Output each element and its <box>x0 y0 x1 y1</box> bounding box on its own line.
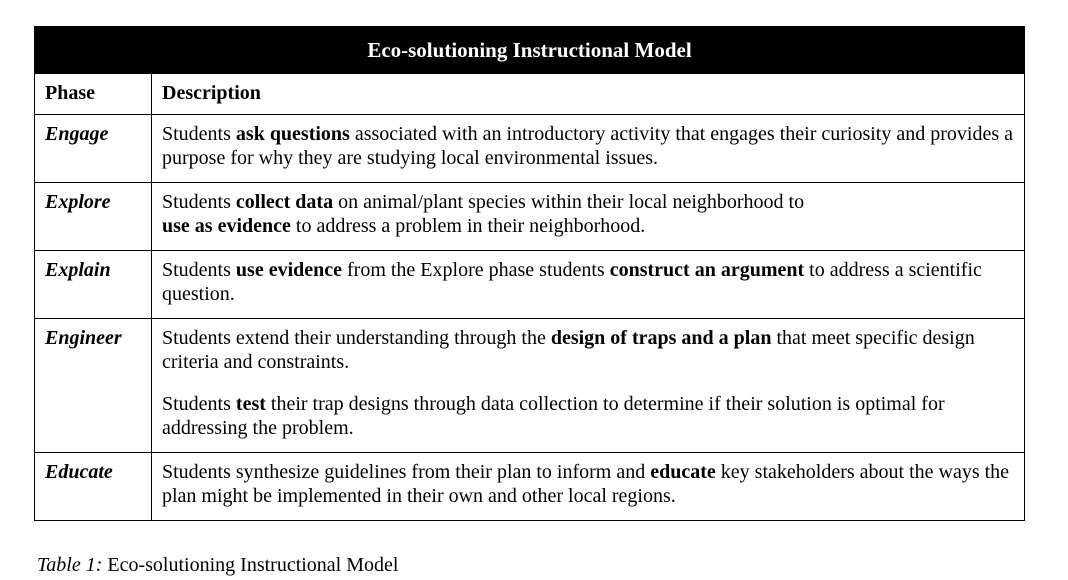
description-text: Students <box>162 259 236 281</box>
caption-text: Eco-solutioning Instructional Model <box>102 554 399 576</box>
emphasis-text: design of traps and a plan <box>550 327 772 349</box>
phase-cell: Explain <box>35 251 152 319</box>
caption-label: Table 1: <box>37 554 103 576</box>
table-row-educate <box>35 453 1025 521</box>
table-title: Eco-solutioning Instructional Model <box>35 27 1025 74</box>
description-cell <box>152 251 1025 319</box>
description-text: Students <box>162 191 236 213</box>
table-row-explain <box>35 251 1025 319</box>
emphasis-text: use evidence <box>235 259 342 281</box>
description-paragraph <box>162 259 982 305</box>
description-cell <box>152 453 1025 521</box>
emphasis-text: collect data <box>235 191 334 213</box>
description-text: key stakeholders about the ways the plan might be implemented in their own and other local regions. <box>162 461 1010 507</box>
phase-cell: Explore <box>35 183 152 251</box>
description-text: Students <box>162 393 236 415</box>
column-header-description: Description <box>152 74 1025 115</box>
description-paragraph <box>162 123 1013 169</box>
table-row-engage <box>35 115 1025 183</box>
description-text: Students synthesize guidelines from their plan to inform and <box>162 461 651 483</box>
instructional-model-table <box>34 26 1025 521</box>
instructional-model-table-wrapper <box>34 26 1024 521</box>
description-text: that meet specific design criteria and constraints. <box>162 327 975 373</box>
phase-cell: Engineer <box>35 319 152 453</box>
description-paragraph <box>162 461 1009 507</box>
description-text: their trap designs through data collection to determine if their solution is optimal for addressing the problem. <box>162 393 945 439</box>
description-text: on animal/plant species within their local neighborhood to <box>333 191 805 213</box>
description-cell <box>152 183 1025 251</box>
description-text: Students extend their understanding through the <box>162 327 551 349</box>
table-row-explore <box>35 183 1025 251</box>
emphasis-text: test <box>235 393 266 415</box>
emphasis-text: educate <box>650 461 716 483</box>
description-cell <box>152 319 1025 453</box>
description-paragraph <box>162 327 975 373</box>
description-text: Students <box>162 123 236 145</box>
emphasis-text: ask questions <box>235 123 350 145</box>
description-text: from the Explore phase students <box>342 259 610 281</box>
table-row-engineer <box>35 319 1025 453</box>
description-paragraph <box>162 191 804 237</box>
column-header-phase: Phase <box>35 74 152 115</box>
description-paragraph <box>162 392 1014 440</box>
table-title-row <box>35 27 1025 74</box>
description-text: associated with an introductory activity that engages their curiosity and provides a purpose for why they are studying local environmental issues. <box>162 123 1013 169</box>
description-text: to address a scientific question. <box>162 259 982 305</box>
table-caption <box>37 553 398 577</box>
table-header-row <box>35 74 1025 115</box>
description-text: to address a problem in their neighborhood. <box>290 215 646 237</box>
phase-cell: Engage <box>35 115 152 183</box>
description-cell <box>152 115 1025 183</box>
emphasis-text: use as evidence <box>162 215 291 237</box>
phase-cell: Educate <box>35 453 152 521</box>
emphasis-text: construct an argument <box>609 259 805 281</box>
